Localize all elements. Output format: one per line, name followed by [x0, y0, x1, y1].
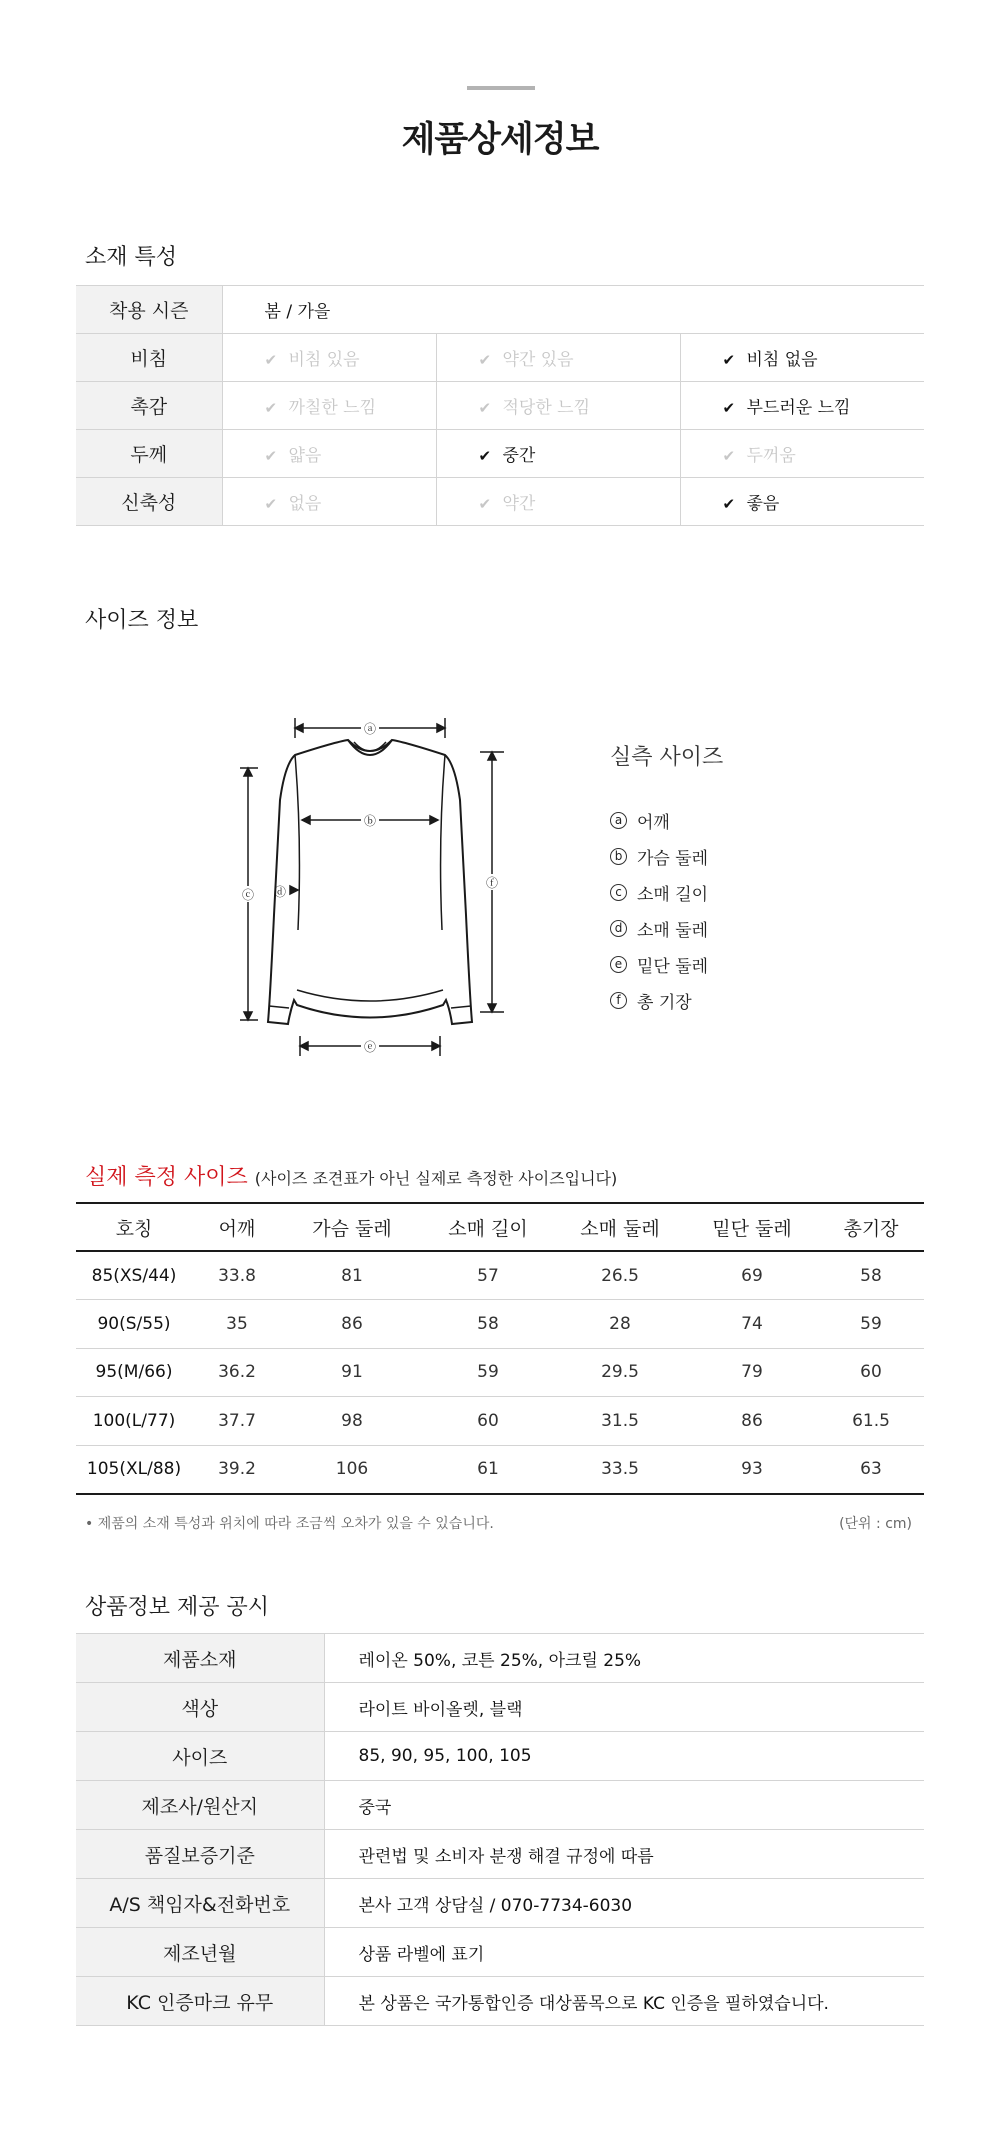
size-value-cell: 29.5: [554, 1348, 686, 1397]
size-value-cell: 37.7: [192, 1397, 282, 1446]
notice-row: [76, 1830, 924, 1879]
legend-label: 밑단 둘레: [637, 956, 709, 977]
legend-item: [610, 838, 708, 874]
size-value-cell: 61.5: [818, 1397, 924, 1446]
legend-mark-b: b: [610, 848, 627, 865]
size-label-cell: 85(XS/44): [76, 1251, 192, 1300]
check-icon: ✔: [264, 495, 278, 513]
material-option-label: 좋음: [746, 494, 780, 514]
check-icon: ✔: [478, 351, 492, 369]
material-section-title: 소재 특성: [85, 245, 178, 270]
legend-mark-f: f: [610, 992, 627, 1009]
material-row: [76, 478, 924, 526]
size-value-cell: 57: [422, 1251, 554, 1300]
sweater-diagram: [240, 700, 510, 1060]
legend-mark-d: d: [610, 920, 627, 937]
season-value: 봄 / 가을: [222, 286, 924, 334]
season-label: 착용 시즌: [76, 286, 222, 334]
notice-value: 본 상품은 국가통합인증 대상품목으로 KC 인증을 필하였습니다.: [324, 1977, 924, 2026]
size-value-cell: 33.8: [192, 1251, 282, 1300]
notice-row: [76, 1879, 924, 1928]
size-label-cell: 100(L/77): [76, 1397, 192, 1446]
legend-label: 소매 길이: [637, 884, 709, 905]
material-option-selected: [680, 478, 924, 526]
notice-label: 제조년월: [76, 1928, 324, 1977]
size-value-cell: 33.5: [554, 1445, 686, 1494]
material-option-label: 중간: [502, 446, 536, 466]
material-option-label: 얇음: [288, 446, 322, 466]
material-option: [222, 478, 436, 526]
legend-mark-a: a: [610, 812, 627, 829]
legend-mark-c: c: [610, 884, 627, 901]
legend-item: [610, 910, 708, 946]
notice-value: 레이온 50%, 코튼 25%, 아크릴 25%: [324, 1634, 924, 1683]
season-row: [76, 286, 924, 334]
notice-row: [76, 1781, 924, 1830]
size-value-cell: 28: [554, 1300, 686, 1349]
check-icon: ✔: [722, 351, 736, 369]
diagram-label-f: ⓕ: [485, 876, 499, 890]
material-row: [76, 334, 924, 382]
measured-size-title: 실제 측정 사이즈: [85, 1165, 248, 1190]
notice-row: [76, 1683, 924, 1732]
size-value-cell: 91: [282, 1348, 422, 1397]
size-value-cell: 74: [686, 1300, 818, 1349]
material-option-label: 적당한 느낌: [502, 398, 591, 418]
material-option: [436, 382, 680, 430]
notice-label: A/S 책임자&전화번호: [76, 1879, 324, 1928]
material-row: [76, 430, 924, 478]
size-value-cell: 39.2: [192, 1445, 282, 1494]
check-icon: ✔: [478, 447, 492, 465]
legend-item: [610, 946, 708, 982]
size-value-cell: 61: [422, 1445, 554, 1494]
notice-row: [76, 1977, 924, 2026]
product-notice-table: [76, 1633, 924, 2026]
size-value-cell: 106: [282, 1445, 422, 1494]
material-option: [222, 334, 436, 382]
notice-row: [76, 1634, 924, 1683]
check-icon: ✔: [478, 495, 492, 513]
size-column-header: 총기장: [818, 1203, 924, 1251]
material-option-label: 없음: [288, 494, 322, 514]
measured-size-subtitle: (사이즈 조견표가 아닌 실제로 측정한 사이즈입니다): [254, 1169, 618, 1188]
measured-size-heading: [85, 1160, 617, 1191]
check-icon: ✔: [264, 447, 278, 465]
material-row-label: 촉감: [76, 382, 222, 430]
size-value-cell: 79: [686, 1348, 818, 1397]
size-label-cell: 95(M/66): [76, 1348, 192, 1397]
size-value-cell: 69: [686, 1251, 818, 1300]
size-value-cell: 81: [282, 1251, 422, 1300]
legend-item: [610, 874, 708, 910]
material-row-label: 비침: [76, 334, 222, 382]
legend-label: 총 기장: [637, 992, 692, 1013]
notice-value: 라이트 바이올렛, 블랙: [324, 1683, 924, 1732]
notice-value: 관련법 및 소비자 분쟁 해결 규정에 따름: [324, 1830, 924, 1879]
notice-section-title: 상품정보 제공 공시: [85, 1595, 270, 1620]
diagram-label-b: ⓑ: [363, 814, 377, 828]
material-row-label: 신축성: [76, 478, 222, 526]
notice-label: 품질보증기준: [76, 1830, 324, 1879]
material-option: [680, 430, 924, 478]
material-option: [436, 478, 680, 526]
notice-value: 본사 고객 상담실 / 070-7734-6030: [324, 1879, 924, 1928]
size-value-cell: 93: [686, 1445, 818, 1494]
size-column-header: 어깨: [192, 1203, 282, 1251]
size-value-cell: 58: [422, 1300, 554, 1349]
size-column-header: 소매 둘레: [554, 1203, 686, 1251]
diagram-label-e: ⓔ: [363, 1040, 377, 1054]
legend-item: [610, 982, 708, 1018]
size-value-cell: 35: [192, 1300, 282, 1349]
real-size-title: 실측 사이즈: [610, 745, 724, 770]
legend-label: 어깨: [637, 812, 670, 833]
material-option-selected: [680, 382, 924, 430]
size-column-header: 소매 길이: [422, 1203, 554, 1251]
legend-mark-e: e: [610, 956, 627, 973]
size-value-cell: 98: [282, 1397, 422, 1446]
notice-label: KC 인증마크 유무: [76, 1977, 324, 2026]
diagram-label-d: ⓓ: [273, 885, 287, 899]
diagram-label-c: ⓒ: [241, 888, 255, 902]
measured-size-table: [76, 1202, 924, 1495]
legend-item: [610, 802, 708, 838]
size-value-cell: 36.2: [192, 1348, 282, 1397]
check-icon: ✔: [478, 399, 492, 417]
size-value-cell: 63: [818, 1445, 924, 1494]
size-column-header: 호칭: [76, 1203, 192, 1251]
material-row-label: 두께: [76, 430, 222, 478]
size-column-header: 밑단 둘레: [686, 1203, 818, 1251]
material-option: [222, 382, 436, 430]
size-label-cell: 105(XL/88): [76, 1445, 192, 1494]
material-option-selected: [680, 334, 924, 382]
check-icon: ✔: [722, 399, 736, 417]
material-option-selected: [436, 430, 680, 478]
measurement-note: • 제품의 소재 특성과 위치에 따라 조금씩 오차가 있을 수 있습니다.: [85, 1516, 494, 1532]
legend-label: 소매 둘레: [637, 920, 709, 941]
measurement-legend: [610, 802, 708, 1018]
size-section-title: 사이즈 정보: [85, 608, 199, 633]
size-value-cell: 59: [422, 1348, 554, 1397]
material-option: [436, 334, 680, 382]
material-row: [76, 382, 924, 430]
notice-value: 중국: [324, 1781, 924, 1830]
check-icon: ✔: [722, 495, 736, 513]
notice-row: [76, 1732, 924, 1781]
top-divider: [467, 86, 535, 90]
size-value-cell: 31.5: [554, 1397, 686, 1446]
material-option: [222, 430, 436, 478]
unit-label: (단위 : cm): [839, 1516, 912, 1532]
material-option-label: 두꺼움: [746, 446, 796, 466]
material-option-label: 비침 없음: [746, 350, 818, 370]
size-label-cell: 90(S/55): [76, 1300, 192, 1349]
table-row: [76, 1251, 924, 1300]
table-row: [76, 1445, 924, 1494]
table-row: [76, 1300, 924, 1349]
size-value-cell: 59: [818, 1300, 924, 1349]
legend-label: 가슴 둘레: [637, 848, 709, 869]
material-option-label: 약간: [502, 494, 536, 514]
size-value-cell: 58: [818, 1251, 924, 1300]
table-row: [76, 1397, 924, 1446]
diagram-label-a: ⓐ: [363, 722, 377, 736]
check-icon: ✔: [264, 399, 278, 417]
material-option-label: 비침 있음: [288, 350, 360, 370]
size-value-cell: 60: [422, 1397, 554, 1446]
table-row: [76, 1348, 924, 1397]
size-value-cell: 60: [818, 1348, 924, 1397]
notice-label: 제조사/원산지: [76, 1781, 324, 1830]
notice-row: [76, 1928, 924, 1977]
size-table-header: [76, 1203, 924, 1251]
size-value-cell: 86: [686, 1397, 818, 1446]
material-option-label: 약간 있음: [502, 350, 574, 370]
notice-value: 상품 라벨에 표기: [324, 1928, 924, 1977]
page-title: 제품상세정보: [401, 120, 599, 160]
size-value-cell: 86: [282, 1300, 422, 1349]
material-option-label: 부드러운 느낌: [746, 398, 851, 418]
check-icon: ✔: [722, 447, 736, 465]
size-column-header: 가슴 둘레: [282, 1203, 422, 1251]
notice-label: 색상: [76, 1683, 324, 1732]
notice-label: 사이즈: [76, 1732, 324, 1781]
check-icon: ✔: [264, 351, 278, 369]
notice-label: 제품소재: [76, 1634, 324, 1683]
material-option-label: 까칠한 느낌: [288, 398, 377, 418]
material-table: [76, 285, 924, 526]
notice-value: 85, 90, 95, 100, 105: [324, 1732, 924, 1781]
size-value-cell: 26.5: [554, 1251, 686, 1300]
